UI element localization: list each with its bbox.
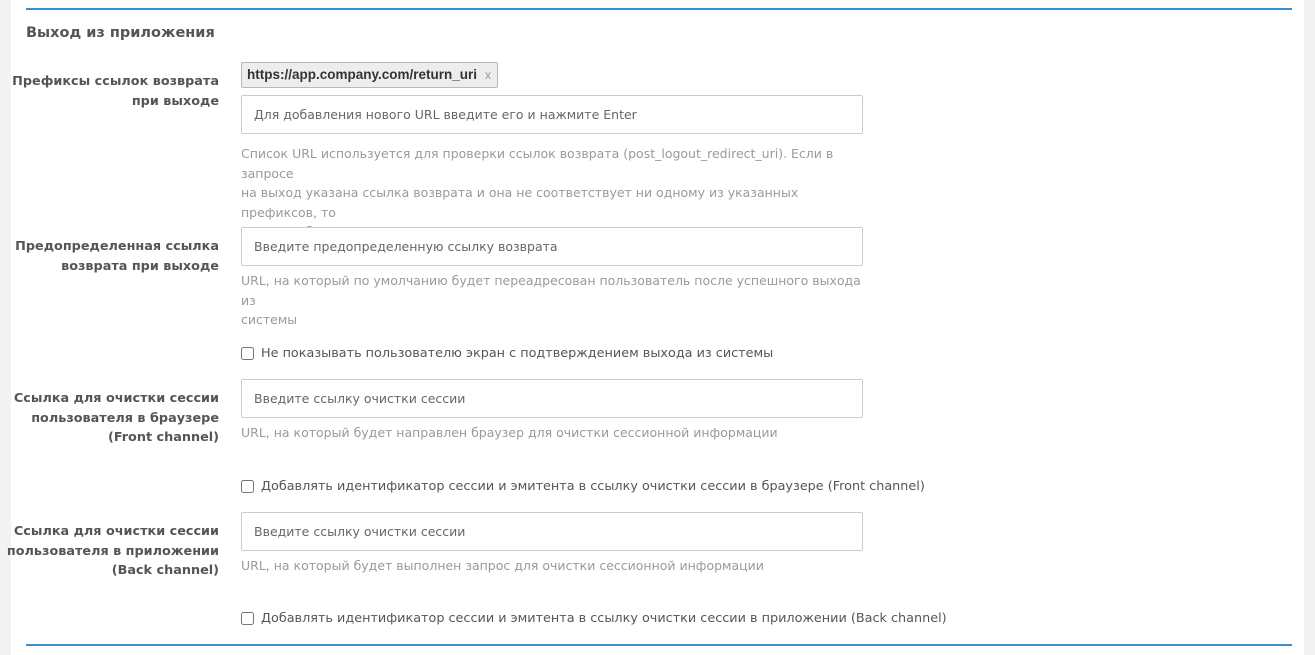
- front-channel-label-line3: (Front channel): [107, 430, 219, 445]
- back-channel-checkbox-label: Добавлять идентификатор сессии и эмитента в ссылку очистки сессии в приложении (Back channel): [261, 611, 947, 626]
- back-channel-option[interactable]: [241, 611, 947, 626]
- redirect-prefixes-label: [12, 72, 219, 111]
- hide-confirm-label: Не показывать пользователю экран с подтверждением выхода из системы: [261, 346, 774, 361]
- back-channel-label: [7, 522, 219, 581]
- redirect-prefixes-label-line1: Префиксы ссылок возврата: [12, 74, 219, 89]
- front-channel-label-line1: Ссылка для очистки сессии: [13, 391, 219, 406]
- redirect-prefixes-help-line2: на выход указана ссылка возврата и она не соответствует ни одному из указанных префиксов, то: [241, 185, 799, 220]
- default-redirect-help-line2: системы: [241, 312, 298, 327]
- back-channel-checkbox[interactable]: [241, 612, 254, 625]
- redirect-prefix-input[interactable]: [241, 95, 863, 134]
- front-channel-label-line2: пользователя в браузере: [31, 410, 219, 426]
- front-channel-help: URL, на который будет направлен браузер для очистки сессионной информации: [241, 425, 778, 440]
- tag-remove-icon[interactable]: x: [485, 68, 492, 82]
- default-redirect-label-line1: Предопределенная ссылка: [15, 239, 219, 254]
- hide-confirm-option[interactable]: [241, 346, 773, 361]
- back-channel-help: URL, на который будет выполнен запрос для очистки сессионной информации: [241, 558, 764, 573]
- default-redirect-input[interactable]: [241, 227, 863, 266]
- redirect-prefixes-help-line1: Список URL используется для проверки ссылок возврата (post_logout_redirect_uri). Если в запросе: [241, 146, 834, 181]
- front-channel-option[interactable]: [241, 479, 925, 494]
- back-channel-label-line3: (Back channel): [111, 563, 219, 578]
- back-channel-label-line1: Ссылка для очистки сессии: [13, 524, 219, 539]
- redirect-prefix-tag-value: https://app.company.com/return_uri: [247, 67, 478, 82]
- front-channel-input[interactable]: [241, 379, 863, 418]
- default-redirect-help-line1: URL, на который по умолчанию будет переадресован пользователь после успешного выхода из: [241, 273, 861, 308]
- redirect-prefix-tag: [241, 62, 498, 88]
- default-redirect-help: [241, 271, 871, 330]
- hide-confirm-checkbox[interactable]: [241, 347, 254, 360]
- back-channel-label-line2: пользователя в приложении: [6, 543, 219, 559]
- back-channel-input[interactable]: [241, 512, 863, 551]
- section-top-divider: [26, 8, 1292, 10]
- section-title: Выход из приложения: [26, 25, 215, 41]
- default-redirect-label-line2: возврата при выходе: [61, 258, 219, 274]
- default-redirect-label: [15, 237, 219, 276]
- front-channel-checkbox[interactable]: [241, 480, 254, 493]
- redirect-prefixes-label-line2: при выходе: [131, 93, 219, 109]
- section-bottom-divider: [26, 644, 1292, 646]
- front-channel-label: [14, 389, 219, 448]
- front-channel-checkbox-label: Добавлять идентификатор сессии и эмитента в ссылку очистки сессии в браузере (Front channel): [261, 479, 925, 494]
